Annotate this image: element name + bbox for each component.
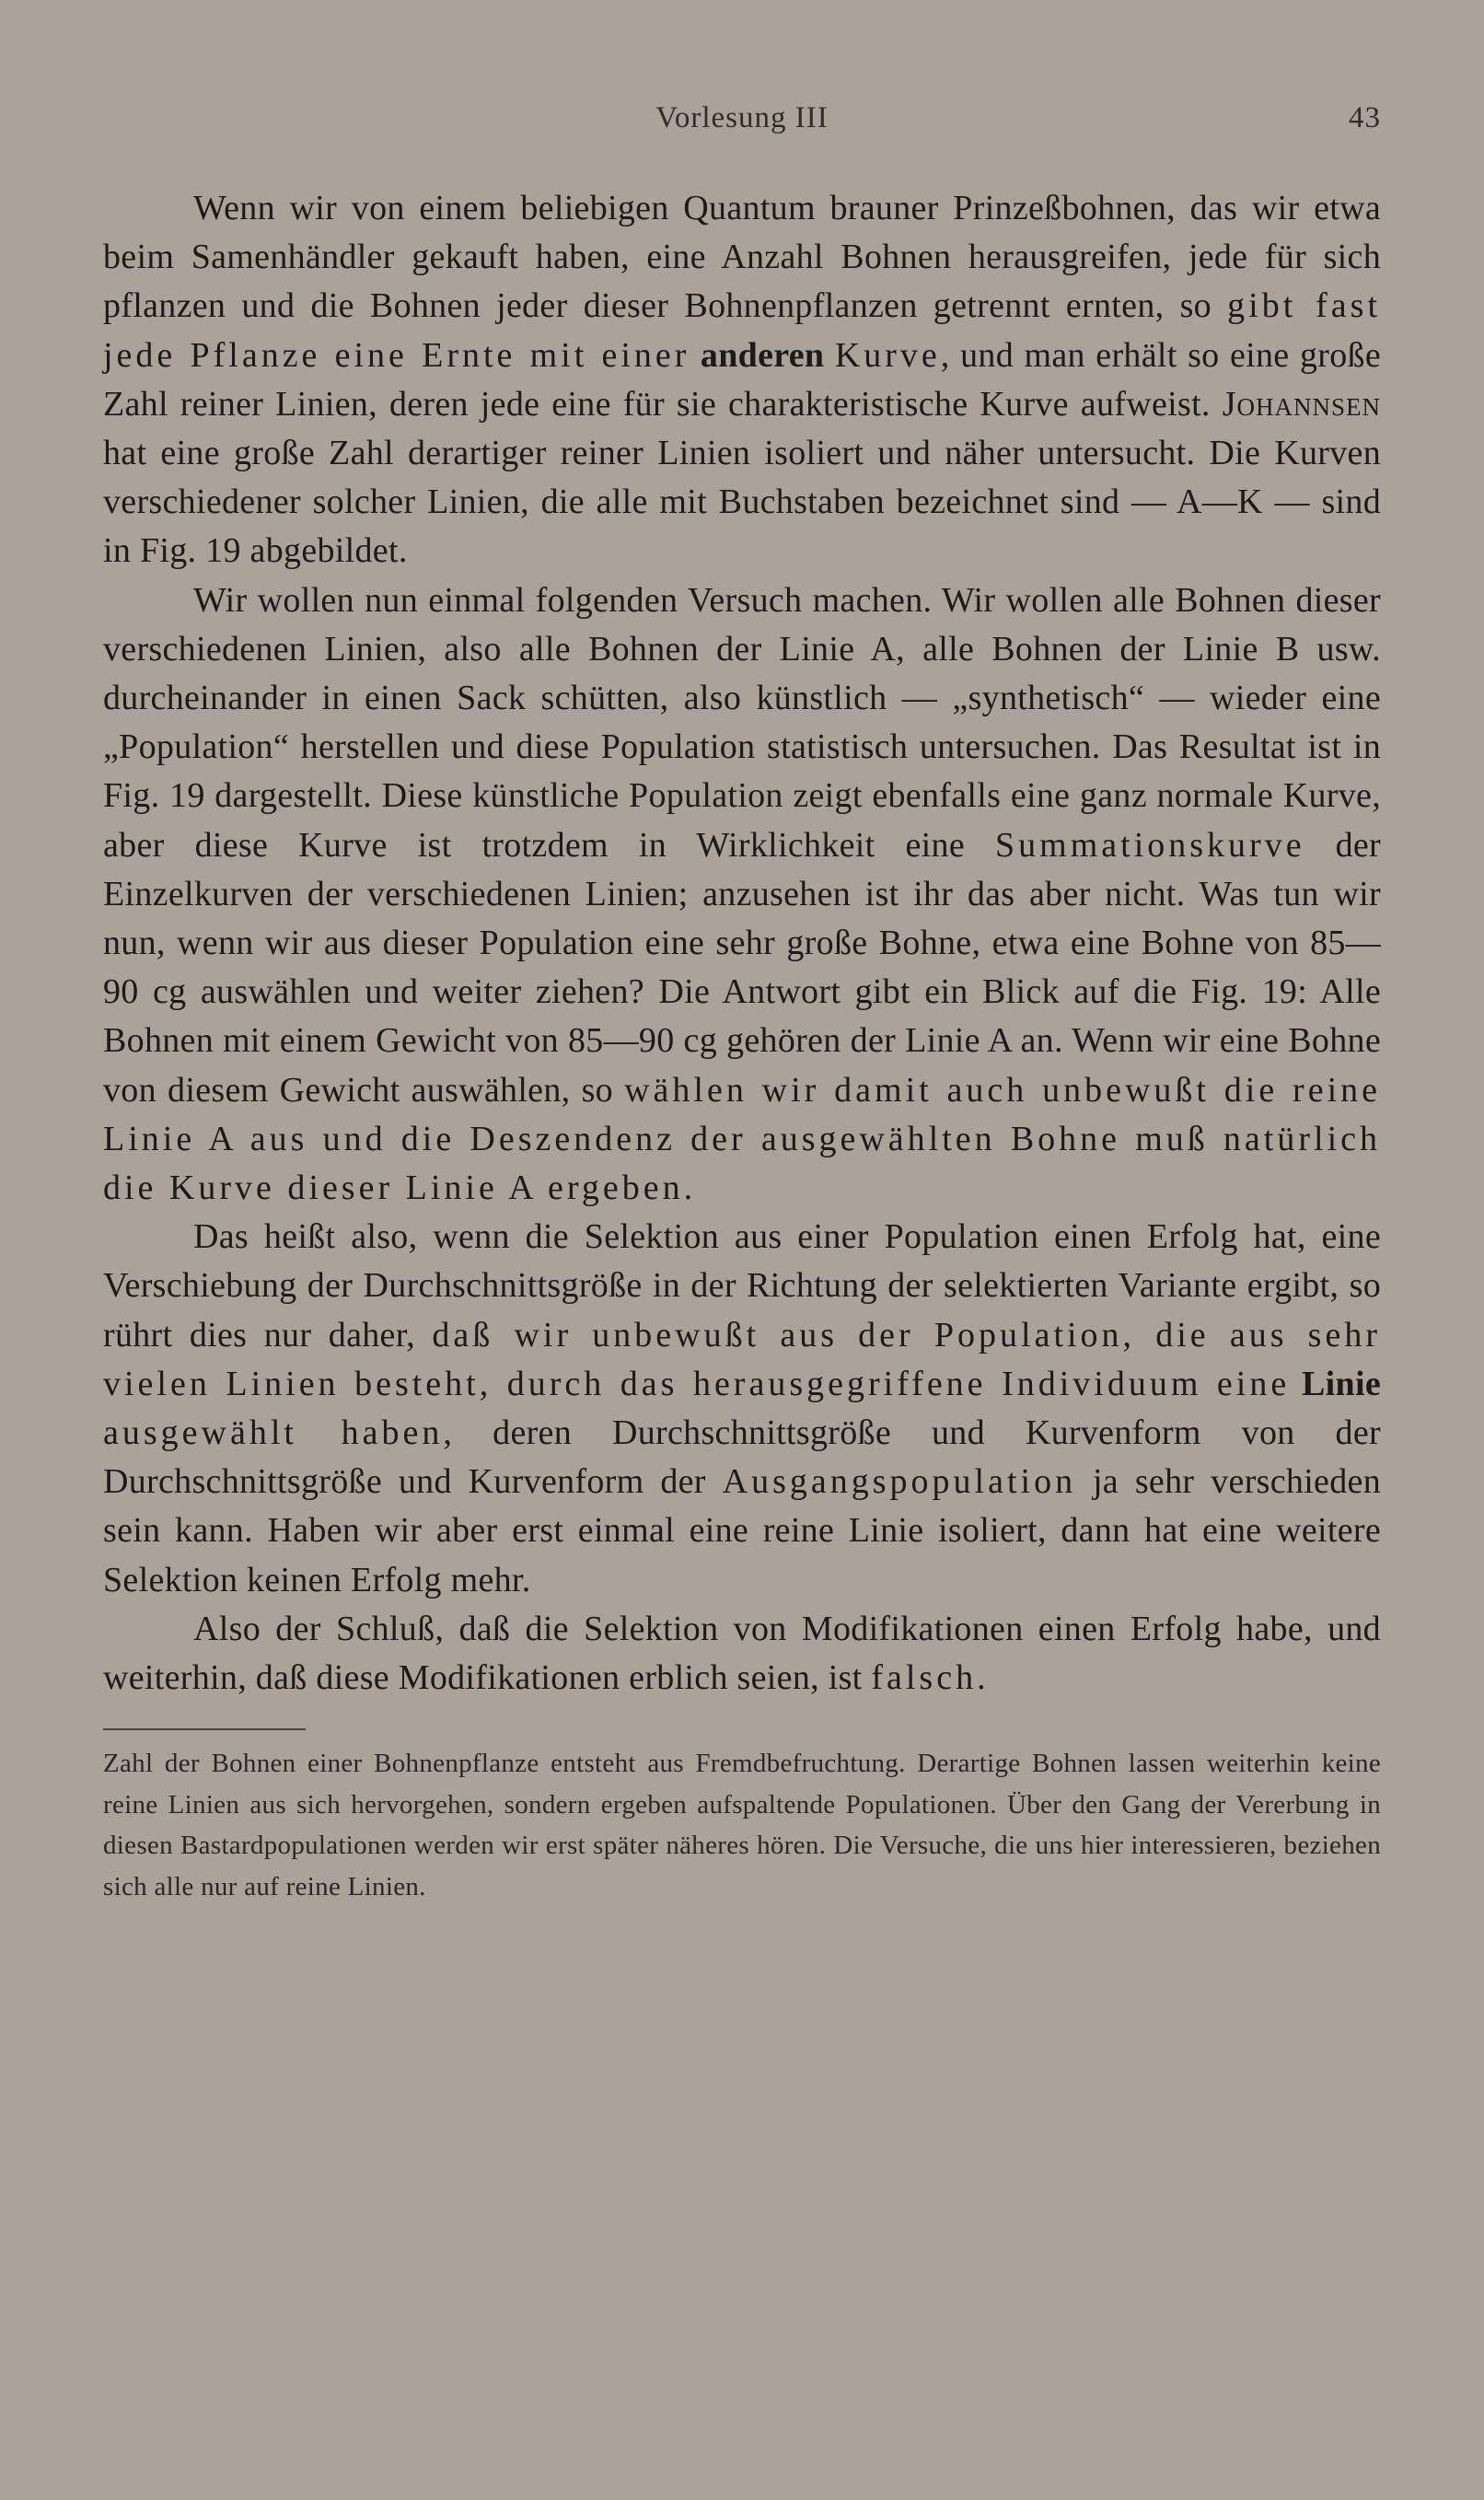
text-run: hat eine große Zahl derartiger reiner Linien isoliert und näher untersucht. Die Kurven verschiedener solcher Linien, die alle mit Buchstaben bezeichnet sind — A—K — sind in Fig. 19 abgebildet. — [103, 434, 1381, 571]
paragraph — [103, 184, 1381, 576]
bold-emphasis: anderen — [700, 335, 825, 375]
page-number: 43 — [1349, 101, 1381, 134]
text-run — [824, 336, 835, 375]
paragraph — [103, 1605, 1381, 1703]
running-header — [103, 92, 1381, 147]
author-name: Johannsen — [1222, 384, 1381, 424]
paragraph — [103, 1213, 1381, 1605]
bold-emphasis: Linie — [1302, 1364, 1381, 1403]
paragraph — [103, 576, 1381, 1214]
text-run: Das heißt also, wenn die Selektion aus einer Population einen Erfolg hat, eine Verschiebung der Durchschnittsgröße in der Richtung der selektierten Variante ergibt, so rührt dies nur daher, — [103, 1217, 1381, 1355]
text-run: Wir wollen nun einmal folgenden Versuch machen. Wir wollen alle Bohnen dieser verschiedenen Linien, also alle Bohnen der Linie A, alle Bohnen der Linie B usw. durcheinander in einen Sack schütten, also künstlich — „synthetisch“ — wieder eine „Population“ herstellen und diese Population statistisch untersuchen. Das Resultat ist in Fig. 19 dargestellt. Diese künstliche Population zeigt ebenfalls eine ganz normale Kurve, aber diese Kurve ist trotzdem in Wirklichkeit eine — [103, 580, 1381, 865]
text-run: Also der Schluß, daß die Selektion von Modifikationen einen Erfolg habe, und weiterhin, daß diese Modifikationen erblich seien, ist — [103, 1609, 1381, 1698]
spaced-emphasis: wählen wir damit auch unbewußt die reine Linie A aus und die Deszendenz der ausgewählten Bohne muß natürlich die Kurve dieser Linie A ergeben — [103, 1070, 1381, 1208]
text-run: . — [977, 1658, 986, 1698]
spaced-emphasis: daß wir unbewußt aus der Population, die aus sehr vielen Linien besteht, durch das herausgegriffene Individuum eine — [103, 1315, 1381, 1403]
text-run: , deren Durchschnittsgröße und Kurvenform von der Durchschnittsgröße und Kurvenform der — [103, 1413, 1381, 1502]
text-run — [1290, 1365, 1302, 1403]
text-run: , und man erhält so eine große Zahl reiner Linien, deren jede eine für sie charakteristische Kurve aufweist. — [103, 335, 1381, 424]
spaced-emphasis: Summationskurve — [995, 825, 1305, 865]
spaced-emphasis: Ausgangspopulation — [722, 1462, 1077, 1502]
chapter-title: Vorlesung III — [655, 101, 829, 134]
footnote: Zahl der Bohnen einer Bohnenpflanze entsteht aus Fremdbefruchtung. Derartige Bohnen lassen weiterhin keine reine Linien aus sich hervorgehen, sondern ergeben aufspaltende Populationen. Über den Gang der Vererbung in diesen Bastardpopulationen werden wir erst später näheres hören. Die Versuche, die uns hier interessieren, beziehen sich alle nur auf reine Linien. — [103, 1749, 1381, 1901]
text-run: Wenn wir von einem beliebigen Quantum brauner Prinzeßbohnen, das wir etwa beim Samenhändler gekauft haben, eine Anzahl Bohnen herausgreifen, jede für sich pflanzen und die Bohnen jeder dieser Bohnenpflanzen getrennt ernten, so — [103, 189, 1381, 326]
text-run: . — [683, 1169, 693, 1208]
text-run — [690, 336, 701, 375]
spaced-emphasis: Kurve — [834, 335, 941, 375]
main-text — [103, 184, 1381, 1703]
text-run: der Einzelkurven der verschiedenen Linien; anzusehen ist ihr das aber nicht. Was tun wir nun, wenn wir aus dieser Population eine sehr große Bohne, etwa eine Bohne von 85—90 cg auswählen und weiter ziehen? Die Antwort gibt ein Blick auf die Fig. 19: Alle Bohnen mit einem Gewicht von 85—90 cg gehören der Linie A an. Wenn wir eine Bohne von diesem Gewicht auswählen, so — [103, 825, 1381, 1110]
footnote-divider — [103, 1728, 306, 1730]
spaced-emphasis: ausgewählt haben — [103, 1413, 444, 1453]
text-run: ja sehr verschieden sein kann. Haben wir aber erst einmal eine reine Linie isoliert, dann hat eine weitere Selektion keinen Erfolg mehr. — [103, 1462, 1381, 1599]
book-page — [103, 92, 1381, 1907]
spaced-emphasis: gibt fast jede Pflanze eine Ernte mit einer — [103, 286, 1382, 375]
spaced-emphasis: falsch — [871, 1658, 978, 1698]
